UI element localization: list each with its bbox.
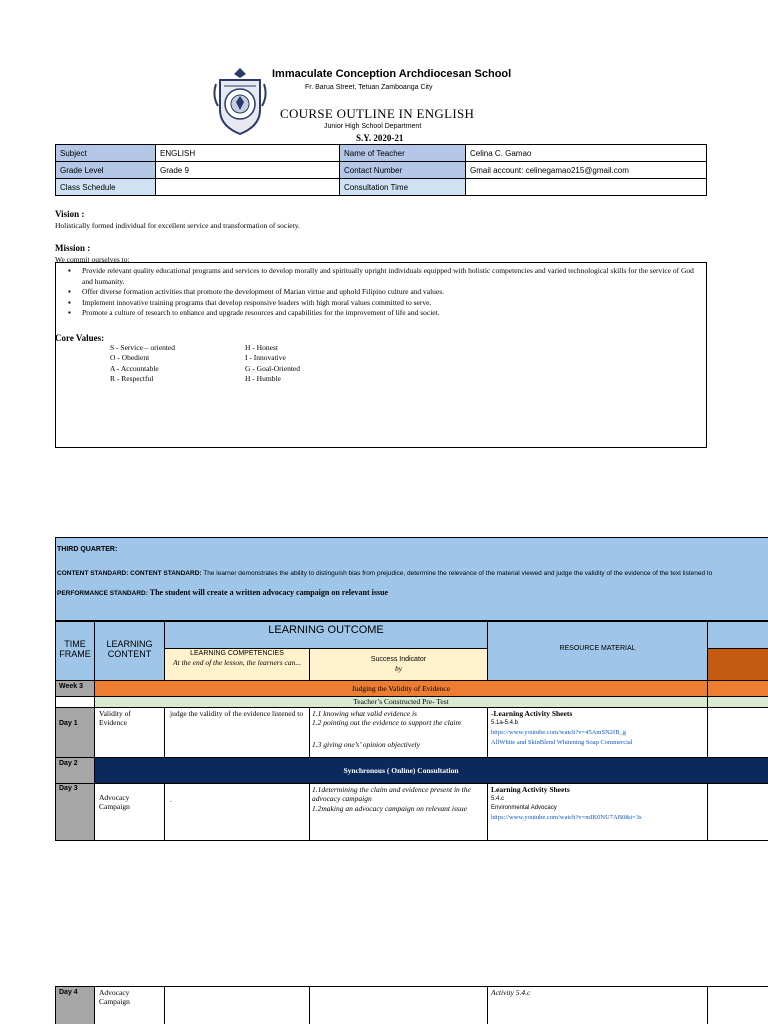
schedule-value	[156, 179, 340, 196]
table-row	[56, 179, 707, 196]
vision-text: Holistically formed individual for excellent service and transformation of society.	[55, 221, 300, 230]
day2-banner-text: Synchronous ( Online) Consultation	[343, 766, 459, 775]
quarter-title: THIRD QUARTER:	[57, 546, 118, 553]
day1-indicator-3: 1.3 giving one’s’ opinion objectively	[312, 740, 420, 749]
core-value-h2: H - Humble	[245, 374, 281, 383]
day3-label: Day 3	[59, 785, 78, 792]
core-values-heading: Core Values:	[55, 333, 105, 343]
day1-extra	[707, 707, 768, 758]
day4-content: Advocacy Campaign	[99, 988, 130, 1006]
time-frame-label: TIME FRAME	[59, 639, 91, 659]
core-value-h: H - Honest	[245, 343, 278, 352]
list-item: ▪ Offer diverse formation activities that promote the development of Marian virtue and uphold Filipino culture and values.	[66, 287, 696, 298]
day3-resource-link[interactable]: https://www.youtube.com/watch?v=mIK0NU7AB0&t=3s	[491, 814, 642, 821]
school-year: S.Y. 2020-21	[356, 133, 404, 143]
week-label: Week 3	[59, 683, 83, 690]
core-value-i: I - Innovative	[245, 353, 286, 362]
day4-resource: Activity 5.4.c	[491, 988, 531, 997]
document-title: COURSE OUTLINE IN ENGLISH	[280, 106, 475, 121]
day1-cell	[55, 707, 95, 758]
grade-value: Grade 9	[156, 162, 340, 179]
grade-label: Grade Level	[56, 162, 156, 179]
day3-resource-head: Learning Activity Sheets	[491, 785, 570, 794]
day4-indicator-cell	[309, 986, 488, 1024]
day3-competency-cell	[164, 783, 310, 841]
day3-indicator-2: 1.2making an advocacy campaign on relevant issue	[312, 804, 467, 813]
day1-resource-code: 5.1a-5.4.b	[491, 720, 519, 726]
competencies-label: LEARNING COMPETENCIES	[190, 650, 284, 657]
core-value-r: R - Respectful	[110, 374, 154, 383]
consultation-value	[466, 179, 707, 196]
resource-material-label: RESOURCE MATERIAL	[559, 645, 636, 652]
core-value-o: O - Obedient	[110, 353, 150, 362]
teacher-value: Celina C. Gamao	[466, 145, 707, 162]
mission-intro: We commit ourselves to:	[55, 255, 130, 264]
day3-resource-code: 5.4.c	[491, 796, 505, 802]
table-row	[56, 145, 707, 162]
extra-subheader	[707, 648, 768, 681]
day4-competency-cell	[164, 986, 310, 1024]
day1-competency: judge the validity of the evidence listened to	[170, 709, 304, 718]
day3-resource-sub: Environmental Advocacy	[491, 805, 557, 811]
contact-value: Gmail account: celinegamao215@gmail.com	[466, 162, 707, 179]
pretest-label: Teacher’s Constructed Pre- Test	[353, 697, 449, 706]
day4-extra	[707, 986, 768, 1024]
subject-label: Subject	[56, 145, 156, 162]
day3-competency: .	[170, 795, 172, 804]
core-value-a: A - Accountable	[110, 364, 159, 373]
success-indicator-label: Success Indicator	[370, 656, 427, 663]
success-indicator-sub: by	[394, 664, 403, 673]
day3-extra	[707, 783, 768, 841]
department-name: Junior High School Department	[324, 123, 422, 130]
performance-standard-text: The student will create a written advocacy campaign on relevant issue	[147, 588, 389, 597]
learning-content-label: LEARNING CONTENT	[106, 639, 153, 659]
day2-label: Day 2	[59, 760, 78, 767]
mission-list	[66, 266, 696, 319]
school-address: Fr. Barua Street, Tetuan Zamboanga City	[305, 84, 433, 91]
day1-label: Day 1	[59, 720, 78, 727]
school-name: Immaculate Conception Archdiocesan School	[272, 68, 512, 80]
extra-header	[707, 621, 768, 649]
consultation-label: Consultation Time	[340, 179, 466, 196]
quarter-standards-box	[55, 537, 768, 621]
day1-resource-link-title[interactable]: AllWhite and SkinBlend Whitening Soap Commercial	[491, 739, 633, 746]
core-value-s: S - Service – oriented	[110, 343, 175, 352]
content-standard	[57, 569, 757, 579]
day3-content: Advocacy Campaign	[99, 793, 130, 811]
school-seal-logo	[212, 66, 268, 136]
day1-resource-link[interactable]: https://www.youtube.com/watch?v=45AmSN2fB_g	[491, 729, 627, 736]
schedule-label: Class Schedule	[56, 179, 156, 196]
performance-standard	[57, 588, 388, 597]
day1-content: Validity of Evidence	[99, 709, 131, 727]
content-standard-text: The learner demonstrates the ability to distinguish bias from prejudice, determine the relevance of the material viewed and judge the validity of the evidence of the text listened to	[201, 570, 713, 577]
list-item: ▪ Provide relevant quality educational programs and services to develop morally and spiritually upright individuals equipped with holistic competencies and varied technological skills for the service of God and humanity.	[66, 266, 696, 287]
performance-standard-label: PERFORMANCE STANDARD:	[57, 590, 148, 597]
learning-outcome-label: LEARNING OUTCOME	[268, 624, 384, 636]
vision-heading: Vision :	[55, 209, 85, 219]
mission-heading: Mission :	[55, 243, 91, 253]
list-item: ▪ Implement innovative training programs that develop responsive leaders with high moral values committed to serve.	[66, 298, 696, 309]
day4-label: Day 4	[59, 989, 78, 996]
week-extra	[707, 680, 768, 697]
day3-content-cell	[94, 783, 165, 841]
week-topic: Judging the Validity of Evidence	[351, 684, 451, 693]
day1-indicator-1: 1.1 knowing what valid evidence is	[312, 709, 417, 718]
day1-indicator-2: 1.2 pointing out the evidence to support the claim	[312, 718, 461, 727]
table-row	[56, 162, 707, 179]
core-value-g: G - Goal-Oriented	[245, 364, 300, 373]
subject-value: ENGLISH	[156, 145, 340, 162]
teacher-label: Name of Teacher	[340, 145, 466, 162]
content-standard-label: CONTENT STANDARD: CONTENT STANDARD:	[57, 570, 202, 577]
competencies-sub: At the end of the lesson, the learners can...	[173, 658, 301, 667]
list-item: ▪ Promote a culture of research to enhance and upgrade resources and capabilities for the improvement of life and societ.	[66, 308, 696, 319]
day3-indicator-1: 1.1determining the claim and evidence present in the advocacy campaign	[312, 785, 471, 803]
contact-label: Contact Number	[340, 162, 466, 179]
course-info-table	[55, 144, 707, 196]
day1-resource-head: -Learning Activity Sheets	[491, 709, 573, 718]
